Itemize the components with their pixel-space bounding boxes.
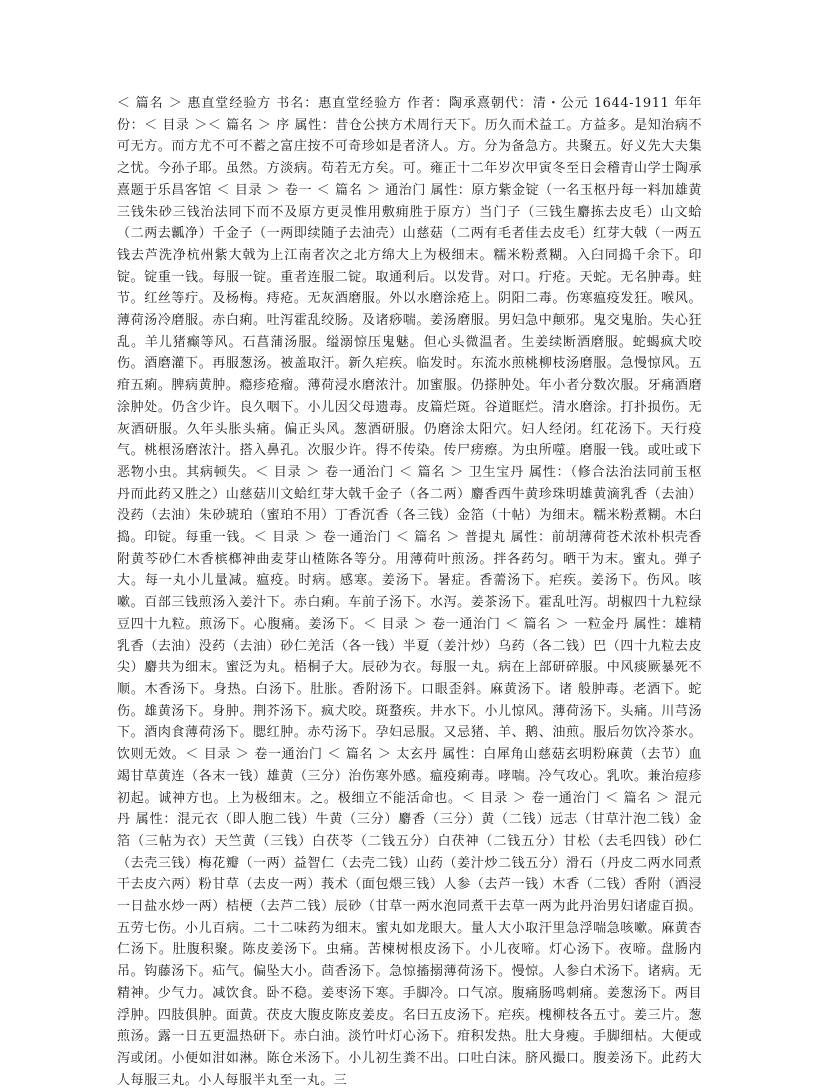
classical-text-body: ＜ 篇名 ＞ 惠直堂经验方 书名：惠直堂经验方 作者：陶承熹朝代：清・公元 1644-1911 年年份：＜ 目录 ＞＜ 篇名 ＞ 序 属性：昔仓公挟方术周行天下。历久而术益工。方益多。是知治病不可无方。而方尤不可不蓄之富庄按不可奇珍如是者济人。方。分为备急方。共聚五。好义先大夫集之忧。今孙子耶。虽然。方淡病。苟若无方矣。可。雍正十二年岁次甲寅冬至日会稽青山学士陶承熹题于乐昌客馆 ＜ 目录 ＞ 卷一 ＜ 篇名 ＞ 通治门 属性：原方紫金锭（一名玉枢丹每一料加雄黄三钱朱砂三钱治法同下而不及原方更灵惟用敷痈胜于原方）当门子（三钱生麝拣去皮毛）山文蛤（二两去瓤净）千金子（一两即续随子去油壳）山慈菇（二两有毛者佳去皮毛）红芽大戟（一两五钱去芦洗净杭州紫大戟为上江南者次之北方绵大上为极细末。糯米粉煮糊。入臼同捣千余下。印锭。锭重一钱。每服一锭。重者连服二锭。取通利后。以发背。对口。疔疮。天蛇。无名肿毒。蛀节。红丝等疔。及杨梅。痔疮。无灰酒磨服。外以水磨涂疮上。阴阳二毒。伤寒瘟疫发狂。喉风。薄荷汤冷磨服。赤白痢。吐泻霍乱绞肠。及诸痧喘。姜汤磨服。男妇急中颠邪。鬼交鬼胎。失心狂乱。羊儿猪癫等风。石菖蒲汤服。缢溺惊压鬼魅。但心头微温者。生姜续断酒磨服。蛇蝎疯犬咬伤。酒磨灌下。再服葱汤。被盖取汗。新久疟疾。临发时。东流水煎桃柳枝汤磨服。急慢惊风。五疳五痢。脾病黄肿。瘾疹疮瘤。薄荷浸水磨浓汁。加蜜服。仍搽肿处。年小者分数次服。牙痛酒磨涂肿处。仍含少许。良久咽下。小儿因父母遗毒。皮篇烂斑。谷道眶烂。清水磨涂。打扑损伤。无灰酒研服。久年头胀头痛。偏正头风。葱酒研服。仍磨涂太阳穴。妇人经闭。红花汤下。天行疫气。桃根汤磨浓汁。搭入鼻孔。次服少许。得不传染。传尸痨瘵。为虫所噬。磨服一钱。或吐或下恶物小虫。其病顿失。＜ 目录 ＞ 卷一通治门 ＜ 篇名 ＞ 卫生宝丹 属性：（修合法治法同前玉枢丹而此药又胜之）山慈菇川文蛤红芽大戟千金子（各二两）麝香西牛黄珍珠明雄黄滴乳香（去油）没药（去油）朱砂琥珀（蜜珀不用）丁香沉香（各三钱）金箔（十帖）为细末。糯米粉煮糊。木臼捣。印锭。每重一钱。＜ 目录 ＞ 卷一通治门 ＜ 篇名 ＞ 普提丸 属性：前胡薄荷苍术浓朴枳壳香附黄芩砂仁木香槟榔神曲麦芽山楂陈各等分。用薄荷叶煎汤。拌各药匀。晒干为末。蜜丸。弹子大。每一丸小儿量减。瘟疫。时病。感寒。姜汤下。暑症。香薷汤下。疟疾。姜汤下。伤风。咳嗽。百部三钱煎汤入姜汁下。赤白痢。车前子汤下。水泻。姜茶汤下。霍乱吐泻。胡椒四十九粒绿豆四十九粒。煎汤下。心腹痛。姜汤下。＜ 目录 ＞ 卷一通治门 ＜ 篇名 ＞ 一粒金丹 属性：雄精乳香（去油）没药（去油）砂仁羌活（各一钱）半夏（姜汁炒）乌药（各二钱）巴（四十九粒去皮尖）麝共为细末。蜜泛为丸。梧桐子大。辰砂为衣。每服一丸。病在上部研碎服。中风痰厥暴死不顺。木香汤下。身热。白汤下。肚胀。香附汤下。口眼歪斜。麻黄汤下。诸 般肿毒。老酒下。蛇伤。雄黄汤下。身肿。荆芥汤下。疯犬咬。斑蝥疾。井水下。小儿惊风。薄荷汤下。头痛。川芎汤下。酒肉食薄荷汤下。腮红肿。赤芍汤下。孕妇忌服。又忌猪、羊、鹅、油煎。服后勿饮冷茶水。饮则无效。＜ 目录 ＞ 卷一通治门 ＜ 篇名 ＞ 太玄丹 属性：白犀角山慈菇玄明粉麻黄（去节）血竭甘草黄连（各末一钱）雄黄（三分）治伤寒外感。瘟疫痢毒。哮喘。冷气攻心。乳吹。兼治痘疹初起。诚神方也。上为极细末。之。极细立不能活命也。＜ 目录 ＞ 卷一通治门 ＜ 篇名 ＞ 混元丹 属性：混元衣（即人胞二钱）牛黄（三分）麝香（三分）黄（二钱）远志（甘草汁泡二钱）金箔（三帖为衣）天竺黄（三钱）白茯苓（二钱五分）白茯神（二钱五分）甘松（去毛四钱）砂仁（去壳三钱）梅花瓣（一两）益智仁（去壳二钱）山药（姜汁炒二钱五分）滑石（丹皮二两水同煮干去皮六两）粉甘草（去皮一两）莪术（面包煨三钱）人参（去芦一钱）木香（二钱）香附（酒浸一日盐水炒一两）桔梗（去芦二钱）辰砂（甘草一两水泡同煮干去草一两为此丹治男妇诸虚百损。五劳七伤。小儿百病。二十二味药为细末。蜜丸如龙眼大。量人大小取汗里急浮喘急咳嗽。麻黄杏仁汤下。肚腹积聚。陈皮姜汤下。虫痛。苦楝树根皮汤下。小儿夜啼。灯心汤下。夜啼。盘肠内吊。钩藤汤下。疝气。偏坠大小。茴香汤下。急惊搐搦薄荷汤下。慢惊。人参白术汤下。诸病。无精神。少气力。减饮食。卧不稳。姜枣汤下寒。手脚冷。口气凉。腹痛肠鸣刺痛。姜葱汤下。两目浮肿。四肢俱肿。面黄。茯皮大腹皮陈皮姜皮。名曰五皮汤下。疟疾。槐柳枝各五寸。姜三片。葱煎汤。露一日五更温热研下。赤白油。淡竹叶灯心汤下。疳积发热。肚大身瘦。手脚细枯。大便或泻或闭。小便如泔如淋。陈仓米汤下。小儿初生粪不出。口吐白沫。脐风撮口。腹姜汤下。此药大人每服三丸。小人每服半丸至一丸。三 (117, 96, 702, 1088)
document-page (117, 93, 702, 1091)
